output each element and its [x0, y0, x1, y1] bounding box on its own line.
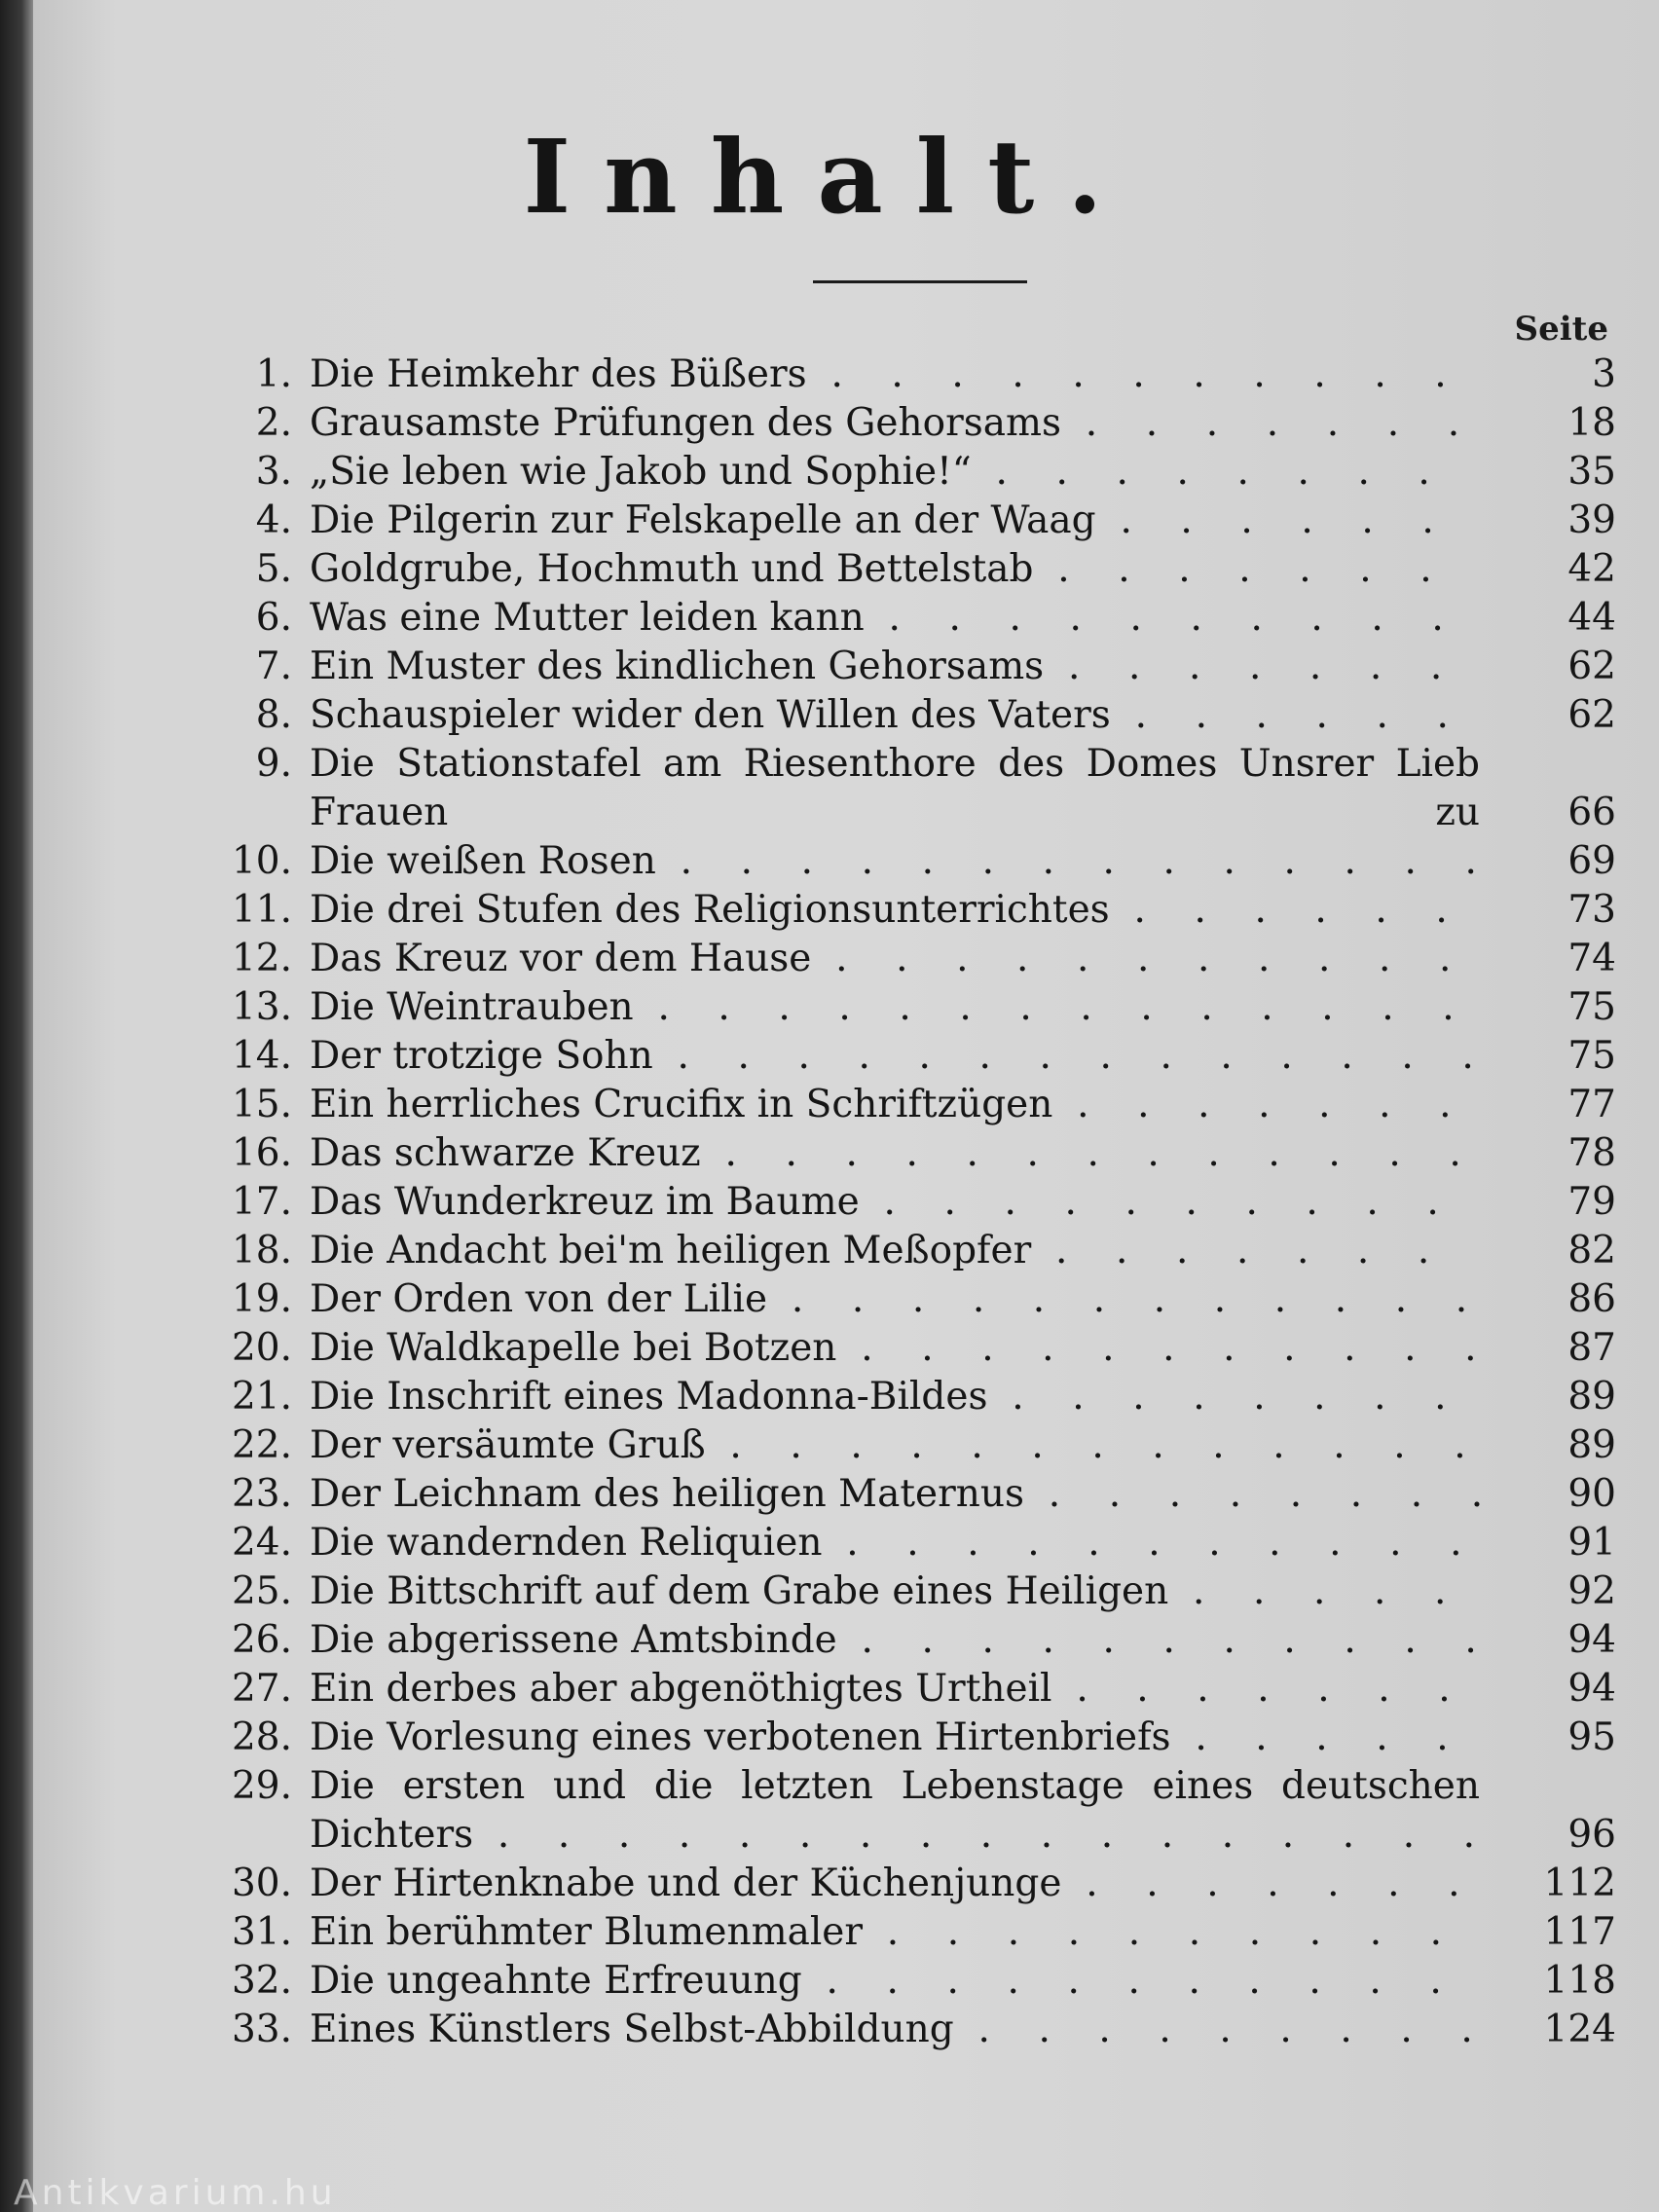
toc-entry-title: Die Vorlesung eines verbotenen Hirtenbriefs . — [310, 1714, 1480, 1762]
toc-entry-number: 7. — [255, 645, 292, 688]
toc-entry-title: Was eine Mutter leiden kann . — [310, 594, 1480, 643]
toc-entry-title: Eines Künstlers Selbst-Abbildung . — [310, 2006, 1480, 2054]
toc-entry-title: Die ungeahnte Erfreuung . — [310, 1957, 1480, 2006]
book-spine — [0, 0, 33, 2212]
toc-entry-page: 94 — [1567, 1667, 1616, 1711]
toc-entry-title: Das Kreuz vor dem Hause . — [310, 935, 1480, 983]
toc-entry-number: 21. — [231, 1375, 292, 1419]
toc-entry-title: Die Inschrift eines Madonna-Bildes . — [310, 1373, 1480, 1421]
toc-entry-number: 12. — [231, 937, 292, 980]
toc-entry — [204, 1421, 1616, 1470]
toc-entry-number: 3. — [255, 450, 292, 494]
toc-entry — [204, 1860, 1616, 1908]
toc-entry-page: 62 — [1567, 693, 1616, 737]
toc-entry — [204, 1908, 1616, 1957]
toc-entry-title: Die Stationstafel am Riesenthore des Domes Unsrer Lieb Frauen zu . — [310, 740, 1480, 837]
toc-entry-title: „Sie leben wie Jakob und Sophie!“ . — [310, 448, 1480, 497]
toc-entry-page: 118 — [1543, 1959, 1616, 2003]
toc-entry — [204, 1567, 1616, 1616]
toc-entry — [204, 1324, 1616, 1373]
toc-entry — [204, 935, 1616, 983]
toc-entry-number: 9. — [255, 742, 292, 786]
toc-entry-page: 95 — [1567, 1715, 1616, 1759]
toc-entry — [204, 1032, 1616, 1081]
toc-entry-title: Die Bittschrift auf dem Grabe eines Heiligen . — [310, 1567, 1480, 1616]
toc-entry — [204, 1275, 1616, 1324]
toc-entry-page: 18 — [1567, 401, 1616, 445]
watermark-footer: Antikvarium.hu — [14, 2173, 337, 2212]
toc-entry — [204, 643, 1616, 691]
toc-entry-title: Die wandernden Reliquien . — [310, 1519, 1480, 1567]
toc-entry-number: 10. — [231, 839, 292, 883]
toc-entry-page: 82 — [1567, 1229, 1616, 1272]
toc-entry-title: Die ersten und die letzten Lebenstage eines deutschen Dichters . — [310, 1762, 1480, 1860]
toc-entry — [204, 1957, 1616, 2006]
toc-entry-number: 32. — [231, 1959, 292, 2003]
toc-entry — [204, 886, 1616, 935]
toc-entry-page: 89 — [1567, 1423, 1616, 1467]
toc-entry-page: 112 — [1543, 1862, 1616, 1905]
toc-entry — [204, 545, 1616, 594]
toc-entry-title: Die Waldkapelle bei Botzen . — [310, 1324, 1480, 1373]
toc-entry — [204, 1129, 1616, 1178]
toc-entry-title: Der Leichnam des heiligen Maternus . — [310, 1470, 1480, 1519]
toc-entry-page: 78 — [1567, 1131, 1616, 1175]
toc-entry — [204, 1665, 1616, 1714]
toc-entry — [204, 740, 1616, 837]
toc-entry-number: 18. — [231, 1229, 292, 1272]
toc-entry-title: Das Wunderkreuz im Baume . — [310, 1178, 1480, 1227]
toc-entry-title: Goldgrube, Hochmuth und Bettelstab . — [310, 545, 1480, 594]
toc-entry-page: 35 — [1567, 450, 1616, 494]
toc-entry-page: 94 — [1567, 1618, 1616, 1662]
toc-entry-number: 22. — [231, 1423, 292, 1467]
toc-entry-page: 42 — [1567, 547, 1616, 591]
toc-entry-page: 91 — [1567, 1521, 1616, 1565]
toc-entry-number: 19. — [231, 1277, 292, 1321]
toc-entry-title: Ein derbes aber abgenöthigtes Urtheil . — [310, 1665, 1480, 1714]
toc-entry — [204, 399, 1616, 448]
toc-entry-page: 66 — [1567, 791, 1616, 834]
toc-entry — [204, 497, 1616, 545]
toc-entry-page: 39 — [1567, 498, 1616, 542]
toc-entry-title: Ein herrliches Crucifix in Schriftzügen . — [310, 1081, 1480, 1129]
toc-entry-number: 29. — [231, 1764, 292, 1808]
toc-entry-number: 16. — [231, 1131, 292, 1175]
toc-entry-page: 73 — [1567, 888, 1616, 932]
page-title: Inhalt. — [523, 117, 1136, 237]
toc-entry — [204, 983, 1616, 1032]
toc-entry-number: 31. — [231, 1910, 292, 1954]
toc-entry-number: 2. — [255, 401, 292, 445]
toc-entry-number: 15. — [231, 1083, 292, 1126]
toc-entry-number: 24. — [231, 1521, 292, 1565]
toc-entry-page: 77 — [1567, 1083, 1616, 1126]
toc-entry-title: Das schwarze Kreuz . — [310, 1129, 1480, 1178]
toc-entry-number: 1. — [255, 352, 292, 396]
toc-entry — [204, 2006, 1616, 2054]
toc-entry-page: 124 — [1543, 2008, 1616, 2051]
toc-entry-title: Die abgerissene Amtsbinde . — [310, 1616, 1480, 1665]
toc-entry-page: 92 — [1567, 1569, 1616, 1613]
toc-entry — [204, 1519, 1616, 1567]
toc-entry-number: 26. — [231, 1618, 292, 1662]
toc-entry-title: Der trotzige Sohn . — [310, 1032, 1480, 1081]
toc-entry-number: 6. — [255, 596, 292, 640]
toc-entry-page: 75 — [1567, 1034, 1616, 1078]
toc-entry — [204, 1470, 1616, 1519]
toc-entry-number: 25. — [231, 1569, 292, 1613]
toc-entry-number: 20. — [231, 1326, 292, 1370]
toc-entry-title: Die weißen Rosen . — [310, 837, 1480, 886]
seite-label: Seite — [1514, 310, 1608, 349]
toc-entry-page: 89 — [1567, 1375, 1616, 1419]
toc-entry — [204, 594, 1616, 643]
toc-entry — [204, 350, 1616, 399]
toc-entry-title: Der Hirtenknabe und der Küchenjunge . — [310, 1860, 1480, 1908]
toc-entry-title: Der versäumte Gruß . — [310, 1421, 1480, 1470]
toc-entry-number: 30. — [231, 1862, 292, 1905]
toc-entry-title: Die Weintrauben . — [310, 983, 1480, 1032]
toc-entry — [204, 1762, 1616, 1860]
toc-entry-page: 69 — [1567, 839, 1616, 883]
toc-entry-title: Die Heimkehr des Büßers . — [310, 350, 1480, 399]
toc-entry-title: Ein berühmter Blumenmaler . — [310, 1908, 1480, 1957]
toc-entry-number: 13. — [231, 985, 292, 1029]
toc-entry-title: Grausamste Prüfungen des Gehorsams . — [310, 399, 1480, 448]
toc-entry — [204, 837, 1616, 886]
toc-entry-page: 86 — [1567, 1277, 1616, 1321]
toc-entry — [204, 1714, 1616, 1762]
toc-entry-title: Schauspieler wider den Willen des Vaters . — [310, 691, 1480, 740]
toc-entry — [204, 1081, 1616, 1129]
toc-entry-number: 23. — [231, 1472, 292, 1516]
title-rule — [813, 280, 1027, 283]
toc-entry-title: Die drei Stufen des Religionsunterrichtes . — [310, 886, 1480, 935]
toc-entry-number: 8. — [255, 693, 292, 737]
toc-entry — [204, 1227, 1616, 1275]
toc-entry-title: Die Andacht bei'm heiligen Meßopfer . — [310, 1227, 1480, 1275]
toc-entry-title: Der Orden von der Lilie . — [310, 1275, 1480, 1324]
toc-entry-page: 75 — [1567, 985, 1616, 1029]
toc-entry-page: 96 — [1567, 1813, 1616, 1857]
toc-entry-page: 44 — [1567, 596, 1616, 640]
toc-entry-number: 27. — [231, 1667, 292, 1711]
toc-entry-page: 3 — [1592, 352, 1616, 396]
toc-entry-number: 33. — [231, 2008, 292, 2051]
toc-entry-number: 17. — [231, 1180, 292, 1224]
toc-entry — [204, 1616, 1616, 1665]
toc-entry-number: 4. — [255, 498, 292, 542]
toc-entry — [204, 448, 1616, 497]
toc-entry-title: Ein Muster des kindlichen Gehorsams . — [310, 643, 1480, 691]
toc-entry-title: Die Pilgerin zur Felskapelle an der Waag . — [310, 497, 1480, 545]
table-of-contents — [204, 350, 1616, 2054]
toc-entry — [204, 691, 1616, 740]
toc-entry-page: 87 — [1567, 1326, 1616, 1370]
toc-entry-page: 117 — [1543, 1910, 1616, 1954]
toc-entry-number: 28. — [231, 1715, 292, 1759]
toc-entry-page: 79 — [1567, 1180, 1616, 1224]
toc-entry — [204, 1178, 1616, 1227]
toc-entry-page: 62 — [1567, 645, 1616, 688]
toc-entry-page: 74 — [1567, 937, 1616, 980]
toc-entry-page: 90 — [1567, 1472, 1616, 1516]
toc-entry-number: 5. — [255, 547, 292, 591]
toc-entry — [204, 1373, 1616, 1421]
toc-entry-number: 14. — [231, 1034, 292, 1078]
toc-entry-number: 11. — [231, 888, 292, 932]
